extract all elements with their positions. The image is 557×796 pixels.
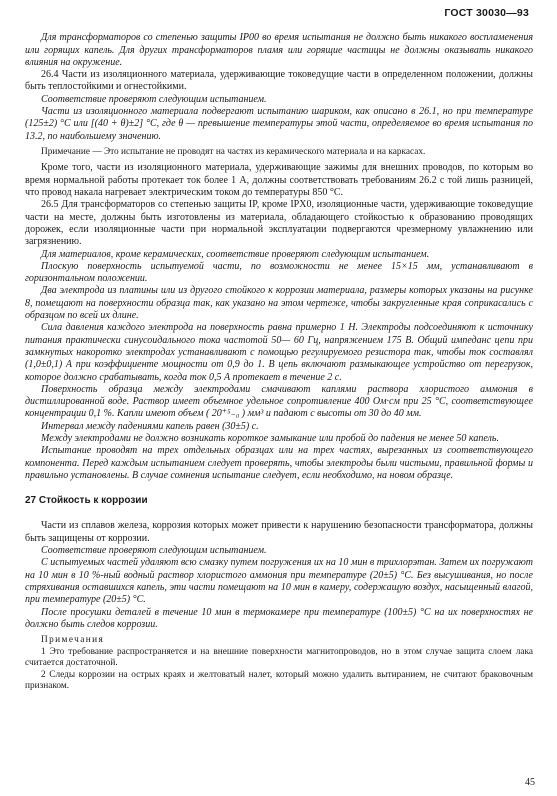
section-27-paragraph-1: Части из сплавов железа, коррозия которых может привести к нарушению безопасности трансформатора, должны быть защищены от коррозии.	[25, 520, 533, 544]
paragraph-no-short: Между электродами не должно возникать короткое замыкание или пробой до падения не менее 50 капель.	[41, 433, 499, 444]
standard-header: ГОСТ 30030—93	[444, 7, 529, 19]
paragraph-drops: Поверхность образца между электродами смачивают каплями раствора хлористого аммония в дистиллированной воде. Раствор имеет объемное удельное сопротивление 400 Ом·см при 25 °С, соответствующее концентрации 0,1 %. Капли имеют объем ( 20⁺⁵₋₀ ) мм³ и падают с высоты от 30 до 40 мм.	[25, 383, 533, 420]
paragraph-flat-surface: Плоскую поверхность испытуемой части, по возможности не менее 15×15 мм, устанавливают в горизонтальном положении.	[25, 260, 533, 285]
paragraph-terminals: Кроме того, части из изоляционного материала, удерживающие зажимы для внешних проводов, по которым во время нормальной работы протекает ток более 1 А, должны соответствовать требованиям 26.2 с той лишь разницей, что провод накала нагревает электрическим током до температуры 850 °С.	[25, 162, 533, 199]
notes-title: Примечания	[41, 635, 105, 646]
section-27-paragraph-3: С испытуемых частей удаляют всю смазку путем погружения их на 10 мин в трихлорэтан. Затем их погружают на 10 мин в 10 %-ный водный раствор хлористого аммония при температуре (20±5) °С. Без высушивания, но после стряхивания оставшихся капель, эти части помещают на 10 мин в камеру, содержащую воздух, насыщенный влагой, при температуре (20±5) °С.	[25, 557, 533, 606]
section-27-title: 27 Стойкость к коррозии	[25, 495, 148, 507]
paragraph-pressure: Сила давления каждого электрода на поверхность равна примерно 1 Н. Электроды подсоединяют к источнику питания практически синусоидального тока частотой 50— 60 Гц, напряжением 175 В. Общий импеданс цепи при замкнутых накоротко электродах устанавливают с помощью регулируемого резистора так, чтобы ток составлял (1,0±0,1) А при коэффициенте мощности от 0,9 до 1. В цепь включают размыкающее устройство от перегрузок, которое должно срабатывать, когда ток 0,5 А протекает в течение 2 с.	[25, 322, 533, 383]
section-27-compliance: Соответствие проверяют следующим испытанием.	[41, 545, 267, 557]
paragraph-ball-test: Части из изоляционного материала подвергают испытанию шариком, как описано в 26.1, но при температуре (125±2) °С или [(40 + θ)±2] °С, где θ — превышение температуры этой части, определяемое во время испытания по 13.2, по наибольшему значению.	[25, 106, 533, 142]
note-ceramic: Примечание — Это испытание не проводят на частях из керамического материала и на каркасах.	[41, 146, 426, 157]
compliance-statement: Соответствие проверяют следующим испытанием.	[41, 93, 267, 105]
section-27-paragraph-4: После просушки деталей в течение 10 мин в термокамере при температуре (100±5) °С на их поверхностях не должно быть следов коррозии.	[25, 606, 533, 630]
clause-26-5: 26.5 Для трансформаторов со степенью защиты IP, кроме IPX0, изоляционные части, удерживающие токоведущие части на месте, должны быть изготовлены из материала, обладающего стойкостью к образованию проводящих дорожек, если изоляционные части при нормальной эксплуатации подвергаются чрезмерному увлажнению или загрязнению.	[25, 199, 533, 248]
note-item-1: 1 Это требование распространяется и на внешние поверхности магнитопроводов, но в этом случае защита слоем лака считается достаточной.	[25, 646, 533, 669]
note-item-2: 2 Следы коррозии на острых краях и желтоватый налет, который можно удалить вытиранием, не считают браковочным признаком.	[25, 669, 533, 692]
paragraph-non-ceramic: Для материалов, кроме керамических, соответствие проверяют следующим испытанием.	[41, 248, 430, 260]
paragraph-interval: Интервал между падениями капель равен (30±5) с.	[41, 420, 259, 432]
paragraph-electrodes: Два электрода из платины или из другого стойкого к коррозии материала, размеры которых указаны на рисунке 8, помещают на поверхности образца так, как указано на этом чертеже, чтобы закругленные края соприкасались с образцом по всей их длине.	[25, 285, 533, 322]
clause-26-4: 26.4 Части из изоляционного материала, удерживающие токоведущие части в определенном положении, должны быть теплостойкими и огнестойкими.	[25, 69, 533, 93]
paragraph-ip00-flame: Для трансформаторов со степенью защиты IP00 во время испытания не должно быть никакого воспламенения или горящих капель. Для других трансформаторов пламя или горящие частицы не должны оказывать никакого влияния на окружение.	[25, 32, 533, 68]
paragraph-three-samples: Испытание проводят на трех отдельных образцах или на трех частях, вырезанных из соответствующего компонента. Перед каждым испытанием следует проверять, чтобы электроды были чистыми, правильной формы и правильно установлены. В случае сомнения испытание следует, если необходимо, на новом образце.	[25, 445, 533, 481]
page-number: 45	[525, 776, 535, 788]
